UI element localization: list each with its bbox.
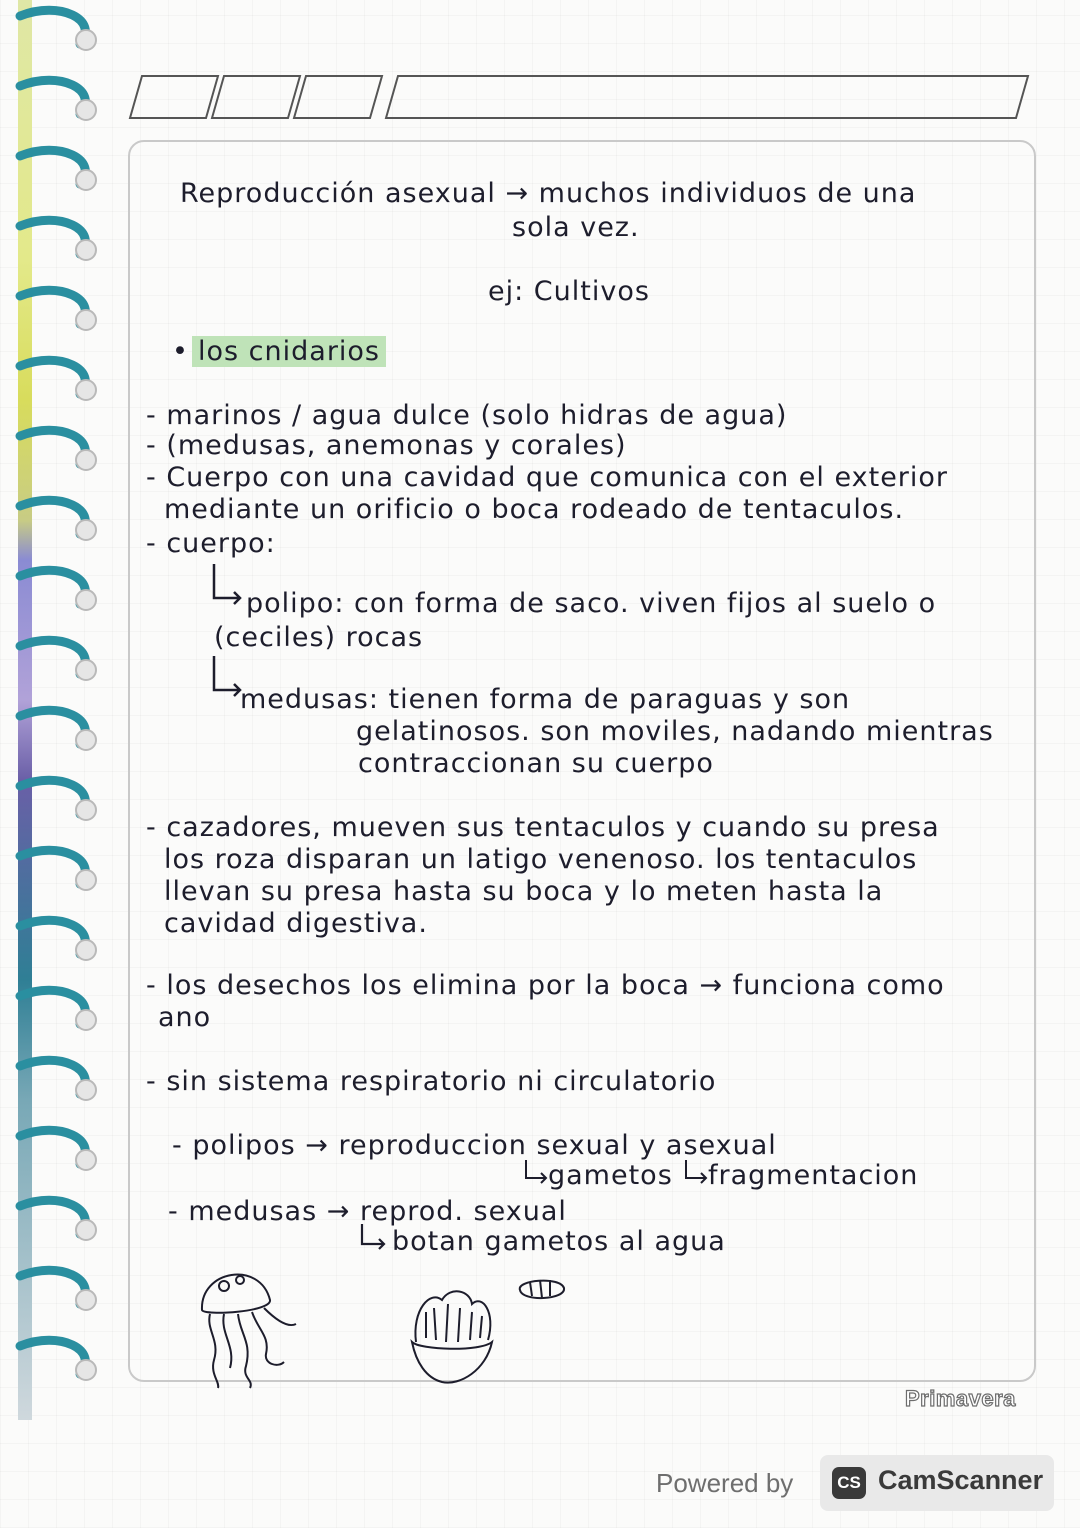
line-sin-sistema: - sin sistema respiratorio ni circulatorio bbox=[146, 1066, 717, 1097]
line-llevan-presa: llevan su presa hasta su boca y lo meten hasta la bbox=[164, 876, 884, 907]
line-gametos: gametos bbox=[548, 1160, 673, 1191]
corner-arrow-icon bbox=[522, 1158, 550, 1188]
camscanner-name: CamScanner bbox=[878, 1465, 1044, 1495]
line-medusas-forma: medusas: tienen forma de paraguas y son bbox=[240, 684, 851, 715]
line-polipos-reproduccion: - polipos → reproduccion sexual y asexual bbox=[172, 1130, 777, 1161]
brand-logo: Primavera bbox=[905, 1386, 1016, 1411]
line-sola-vez: sola vez. bbox=[512, 212, 640, 243]
header-date-boxes bbox=[128, 72, 1038, 122]
cnidaria-doodles bbox=[180, 1250, 620, 1390]
line-cazadores: - cazadores, mueven sus tentaculos y cuando su presa bbox=[146, 812, 940, 843]
corner-arrow-icon bbox=[682, 1158, 710, 1188]
line-marinos: - marinos / agua dulce (solo hidras de agua) bbox=[146, 400, 788, 431]
heading-text: los cnidarios bbox=[192, 336, 386, 367]
bullet-icon: • bbox=[172, 336, 189, 367]
powered-by-label: Powered by bbox=[656, 1468, 794, 1498]
line-ceciles-rocas: (ceciles) rocas bbox=[214, 622, 424, 653]
line-gelatinosos: gelatinosos. son moviles, nadando mientras bbox=[356, 716, 994, 747]
line-medusas-reprod: - medusas → reprod. sexual bbox=[168, 1196, 567, 1227]
line-botan-gametos: botan gametos al agua bbox=[392, 1226, 726, 1257]
camscanner-badge bbox=[820, 1455, 1054, 1511]
section-heading-cnidarios bbox=[192, 336, 386, 367]
line-mediante-orificio: mediante un orificio o boca rodeado de tentaculos. bbox=[164, 494, 905, 525]
corner-arrow-icon bbox=[208, 562, 244, 608]
small-coral-drawing bbox=[520, 1280, 564, 1298]
line-contraccionan: contraccionan su cuerpo bbox=[358, 748, 714, 779]
jellyfish-drawing bbox=[202, 1275, 296, 1388]
camscanner-logo-icon: CS bbox=[832, 1467, 866, 1499]
spiral-binding bbox=[0, 0, 110, 1420]
scanner-watermark bbox=[656, 1462, 1060, 1510]
line-desechos: - los desechos los elimina por la boca → funciona como bbox=[146, 970, 945, 1001]
line-asexual-reproduction: Reproducción asexual → muchos individuos de una bbox=[180, 178, 917, 209]
line-ano: ano bbox=[158, 1002, 212, 1033]
line-example-cultivos: ej: Cultivos bbox=[488, 276, 650, 307]
line-cuerpo: - cuerpo: bbox=[146, 528, 276, 559]
line-medusas-anemonas: - (medusas, anemonas y corales) bbox=[146, 430, 627, 461]
line-polipo: polipo: con forma de saco. viven fijos al suelo o bbox=[246, 588, 937, 619]
line-fragmentacion: fragmentacion bbox=[708, 1160, 919, 1191]
line-los-roza: los roza disparan un latigo venenoso. los tentaculos bbox=[164, 844, 918, 875]
corner-arrow-icon bbox=[208, 654, 244, 700]
line-cuerpo-cavidad: - Cuerpo con una cavidad que comunica con el exterior bbox=[146, 462, 949, 493]
line-cavidad-digestiva: cavidad digestiva. bbox=[164, 908, 428, 939]
anemone-drawing bbox=[412, 1291, 492, 1382]
